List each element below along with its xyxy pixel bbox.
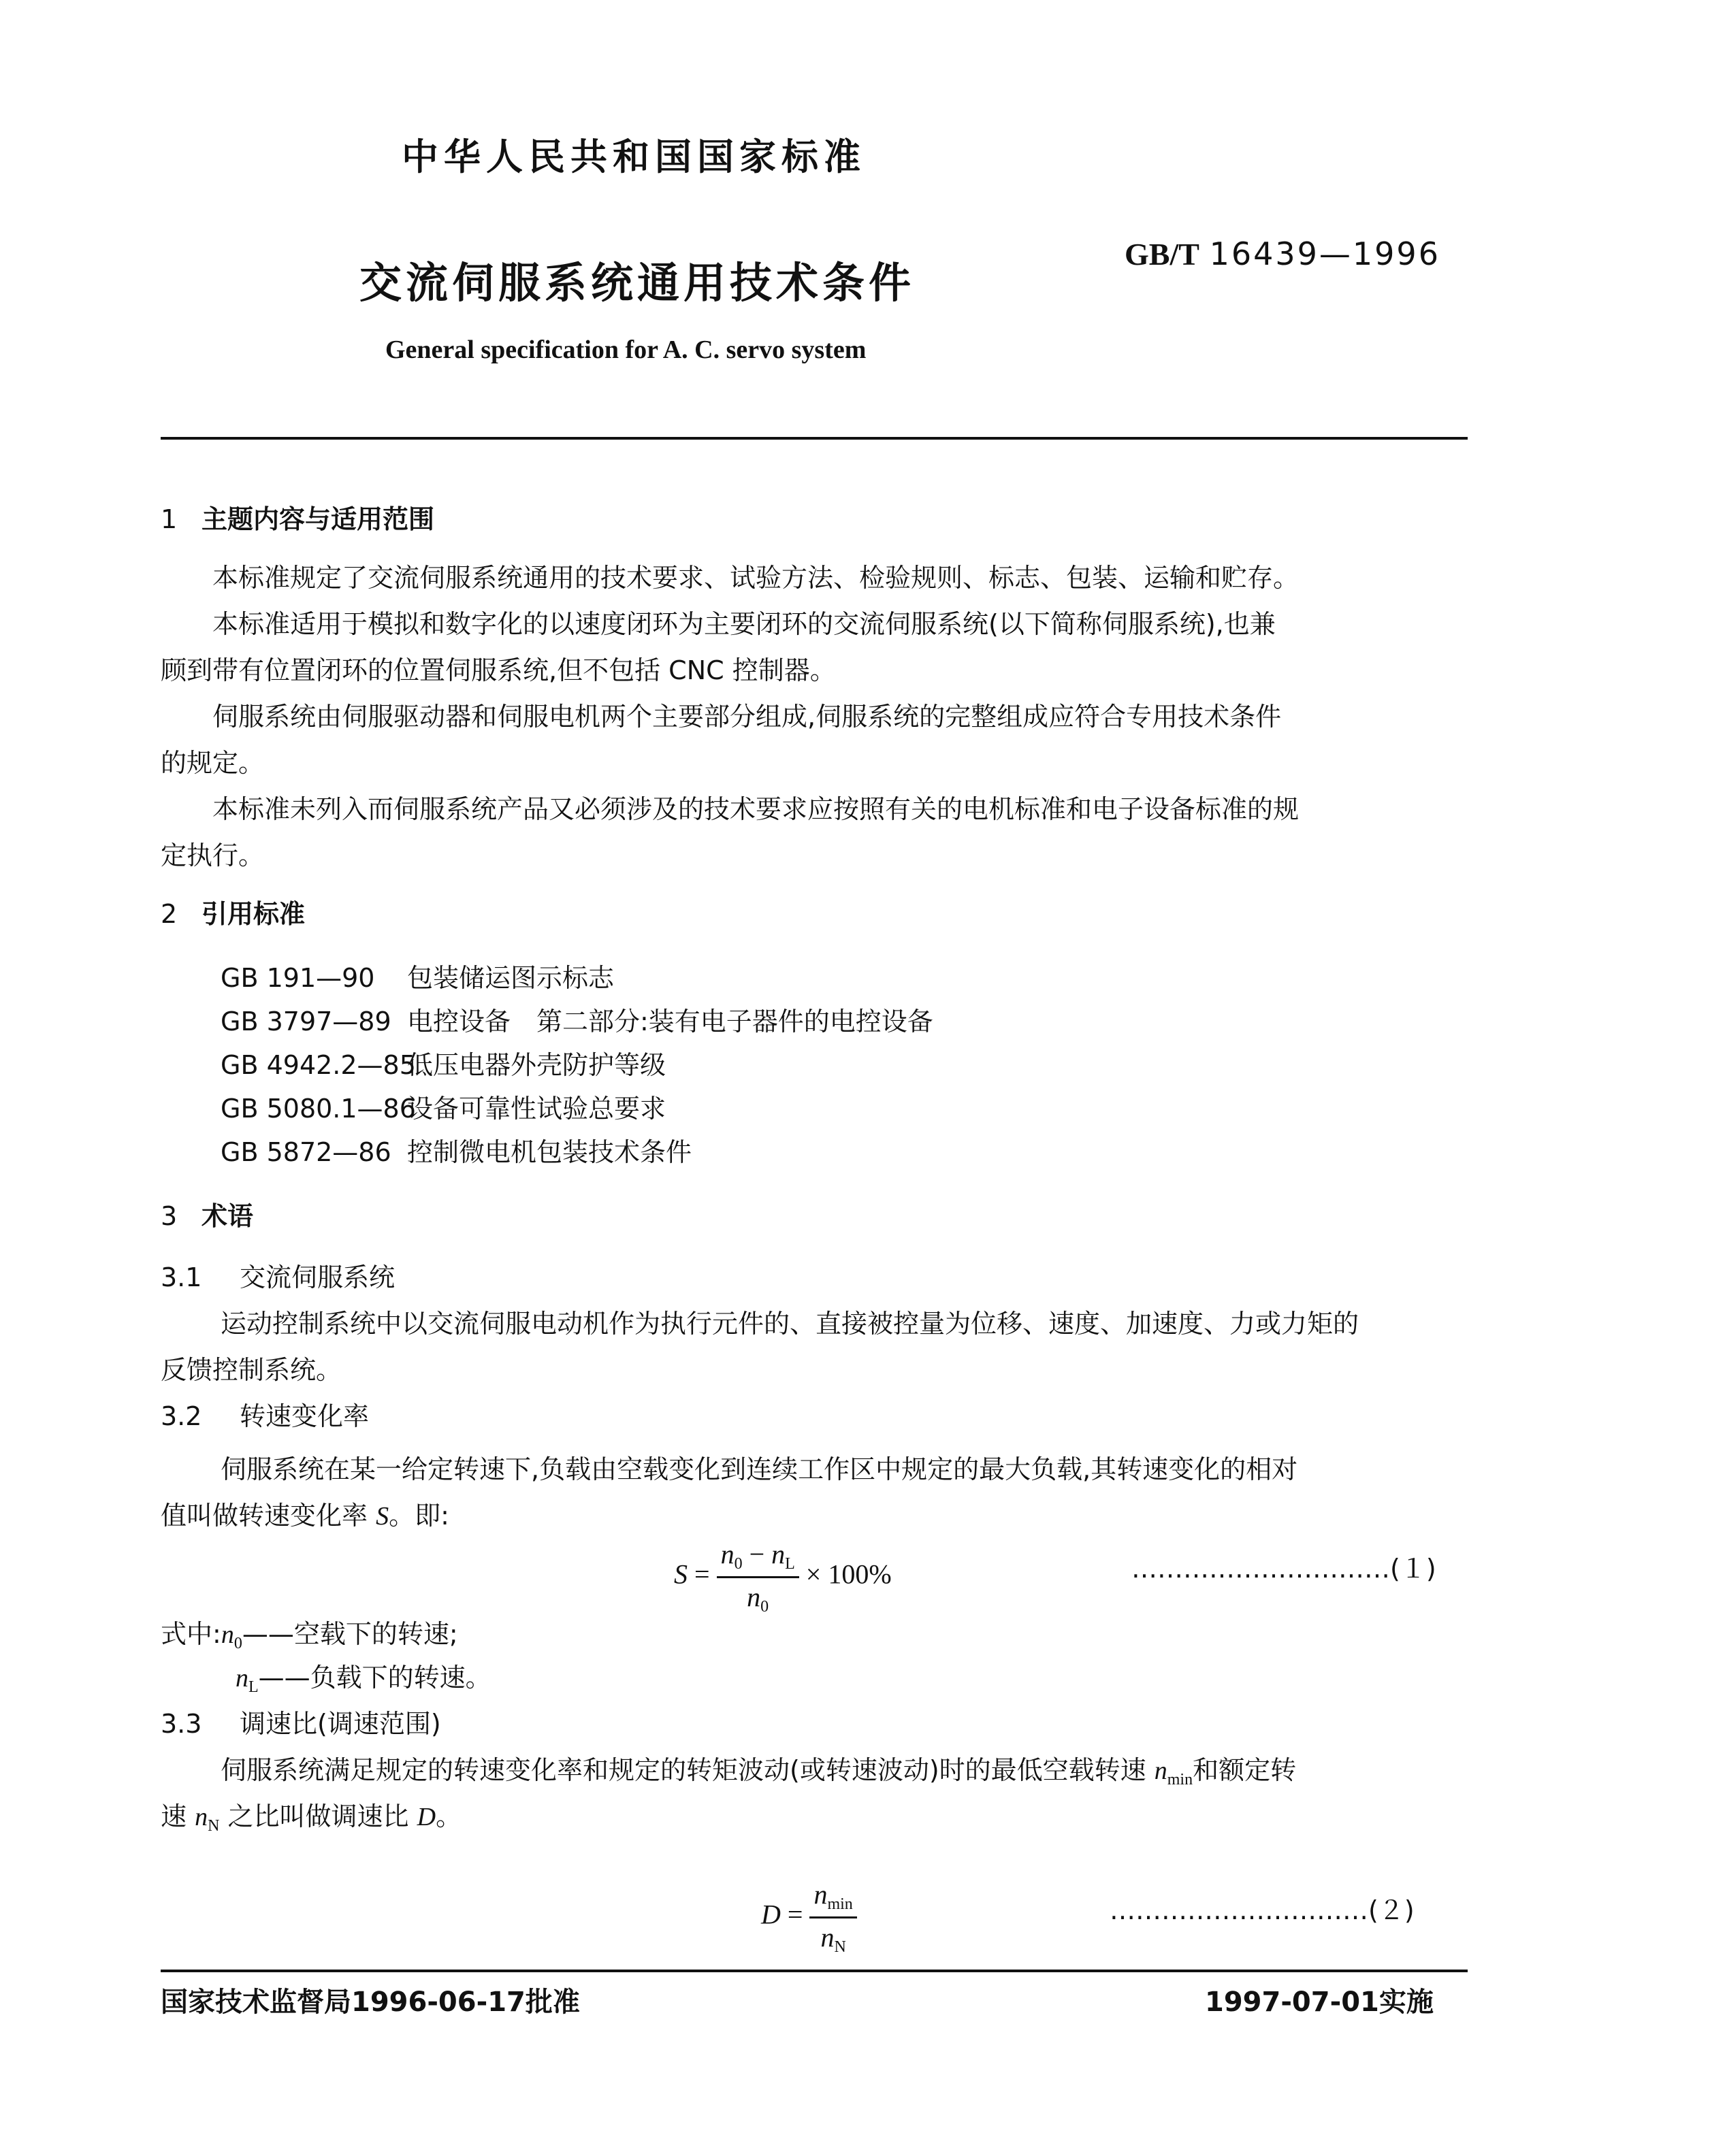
subscript: L xyxy=(248,1678,259,1696)
term-number: 3.1 xyxy=(161,1262,202,1292)
paragraph-continued: 顾到带有位置闭环的位置伺服系统,但不包括 CNC 控制器。 xyxy=(161,655,836,685)
definition: ——负载下的转速。 xyxy=(258,1663,491,1693)
section-title: 引用标准 xyxy=(201,899,306,929)
equals-sign: = xyxy=(787,1899,803,1930)
section-title: 主题内容与适用范围 xyxy=(201,504,435,534)
where-line-1 xyxy=(161,1613,458,1653)
text-run: 。 xyxy=(436,1801,462,1831)
text-run: 速 xyxy=(161,1801,195,1831)
standard-prefix: GB/T xyxy=(1125,237,1199,272)
document-title: 交流伺服系统通用技术条件 xyxy=(359,258,916,308)
paragraph-continued xyxy=(161,1795,462,1835)
fraction xyxy=(809,1878,856,1957)
section-title: 术语 xyxy=(201,1201,254,1231)
subscript: 0 xyxy=(734,1555,743,1573)
text-run: 之比叫做调速比 xyxy=(219,1801,417,1831)
reference-code: GB 191—90 xyxy=(221,963,375,993)
text-run: 。即: xyxy=(389,1501,449,1531)
term-title: 调速比(调速范围) xyxy=(240,1709,441,1739)
paragraph: 运动控制系统中以交流伺服电动机作为执行元件的、直接被控量为位移、速度、加速度、力或力矩的 xyxy=(221,1309,1359,1339)
var-n: n xyxy=(1154,1757,1167,1785)
equals-sign: = xyxy=(694,1558,710,1590)
where-line-2 xyxy=(236,1656,491,1697)
equation-number-2: …………………………(２) xyxy=(1110,1895,1415,1925)
where-label: 式中: xyxy=(161,1619,221,1649)
term-number: 3.3 xyxy=(161,1709,202,1739)
section-number: 3 xyxy=(161,1201,178,1231)
section-number: 2 xyxy=(161,899,178,929)
fraction-numerator xyxy=(809,1878,856,1918)
standard-number xyxy=(1125,235,1440,272)
text-run: 值叫做转速变化率 xyxy=(161,1501,376,1531)
term-3-2-heading xyxy=(161,1395,369,1433)
term-title: 交流伺服系统 xyxy=(240,1262,396,1292)
formula-lhs: S xyxy=(674,1558,688,1590)
fraction xyxy=(717,1538,799,1616)
term-3-3-heading xyxy=(161,1703,441,1740)
paragraph-continued: 反馈控制系统。 xyxy=(161,1355,342,1385)
reference-item xyxy=(221,1044,666,1081)
equation-number-1: …………………………(１) xyxy=(1131,1554,1436,1584)
reference-code: GB 3797—89 xyxy=(221,1007,391,1036)
reference-title: 低压电器外壳防护等级 xyxy=(407,1050,666,1080)
reference-title: 电控设备 第二部分:装有电子器件的电控设备 xyxy=(407,1007,933,1036)
definition: ——空载下的转速; xyxy=(242,1619,458,1649)
term-3-1-heading xyxy=(161,1256,395,1294)
national-standard-header: 中华人民共和国国家标准 xyxy=(402,135,866,178)
subscript: min xyxy=(827,1895,853,1913)
paragraph-continued: 的规定。 xyxy=(161,748,265,778)
paragraph: 本标准未列入而伺服系统产品又必须涉及的技术要求应按照有关的电机标准和电子设备标准的规 xyxy=(212,794,1300,824)
reference-title: 设备可靠性试验总要求 xyxy=(407,1094,666,1124)
fraction-numerator xyxy=(717,1538,799,1578)
section-2-heading xyxy=(161,893,305,930)
var-n: n xyxy=(747,1582,761,1612)
paragraph-continued xyxy=(161,1494,449,1532)
term-title: 转速变化率 xyxy=(240,1401,370,1431)
subscript: min xyxy=(1167,1771,1193,1788)
minus-sign: − xyxy=(742,1539,772,1569)
var-n: n xyxy=(771,1539,786,1569)
subscript: N xyxy=(834,1938,846,1956)
section-3-heading xyxy=(161,1195,253,1232)
variable-D: D xyxy=(417,1803,436,1831)
header-divider xyxy=(161,437,1468,440)
reference-code: GB 4942.2—85 xyxy=(221,1050,416,1080)
paragraph: 本标准规定了交流伺服系统通用的技术要求、试验方法、检验规则、标志、包装、运输和贮存。 xyxy=(212,563,1300,593)
reference-item xyxy=(221,957,614,994)
var-n: n xyxy=(195,1803,208,1831)
paragraph: 伺服系统由伺服驱动器和伺服电机两个主要部分组成,伺服系统的完整组成应符合专用技术条件 xyxy=(212,702,1282,732)
reference-code: GB 5872—86 xyxy=(221,1137,391,1167)
section-1-heading xyxy=(161,498,434,536)
subscript: L xyxy=(785,1555,795,1573)
reference-title: 包装储运图示标志 xyxy=(407,963,615,993)
var-n: n xyxy=(720,1539,735,1569)
approval-date: 国家技术监督局1996-06-17批准 xyxy=(161,1987,580,2018)
var-n: n xyxy=(813,1879,828,1910)
reference-item xyxy=(221,1088,666,1125)
subscript: 0 xyxy=(233,1635,242,1652)
variable-S: S xyxy=(376,1502,389,1531)
text-run: 伺服系统满足规定的转速变化率和规定的转矩波动(或转速波动)时的最低空载转速 xyxy=(221,1755,1155,1785)
paragraph: 伺服系统在某一给定转速下,负载由空载变化到连续工作区中规定的最大负载,其转速变化的相对 xyxy=(221,1454,1298,1484)
reference-item xyxy=(221,1131,692,1169)
var-n: n xyxy=(236,1664,248,1693)
english-title: General specification for A. C. servo system xyxy=(385,336,867,364)
var-n: n xyxy=(221,1620,234,1649)
formula-lhs: D xyxy=(761,1899,781,1930)
fraction-denominator xyxy=(809,1918,856,1957)
section-number: 1 xyxy=(161,504,178,534)
text-run: 和额定转 xyxy=(1193,1755,1297,1785)
var-n: n xyxy=(820,1922,835,1953)
standard-code: 16439—1996 xyxy=(1209,235,1440,272)
formula-2 xyxy=(761,1878,857,1957)
implementation-date: 1997-07-01实施 xyxy=(1205,1987,1434,2018)
subscript: N xyxy=(208,1817,220,1835)
term-number: 3.2 xyxy=(161,1401,202,1431)
paragraph-continued: 定执行。 xyxy=(161,840,265,870)
paragraph: 本标准适用于模拟和数字化的以速度闭环为主要闭环的交流伺服系统(以下简称伺服系统),也兼 xyxy=(212,609,1276,639)
reference-title: 控制微电机包装技术条件 xyxy=(407,1137,692,1167)
formula-rhs: × 100% xyxy=(805,1558,892,1590)
formula-1 xyxy=(674,1538,892,1616)
reference-item xyxy=(221,1000,933,1038)
footer-divider xyxy=(161,1970,1468,1972)
reference-code: GB 5080.1—86 xyxy=(221,1094,416,1124)
fraction-denominator xyxy=(717,1578,799,1616)
subscript: 0 xyxy=(760,1598,769,1616)
paragraph xyxy=(221,1749,1296,1789)
